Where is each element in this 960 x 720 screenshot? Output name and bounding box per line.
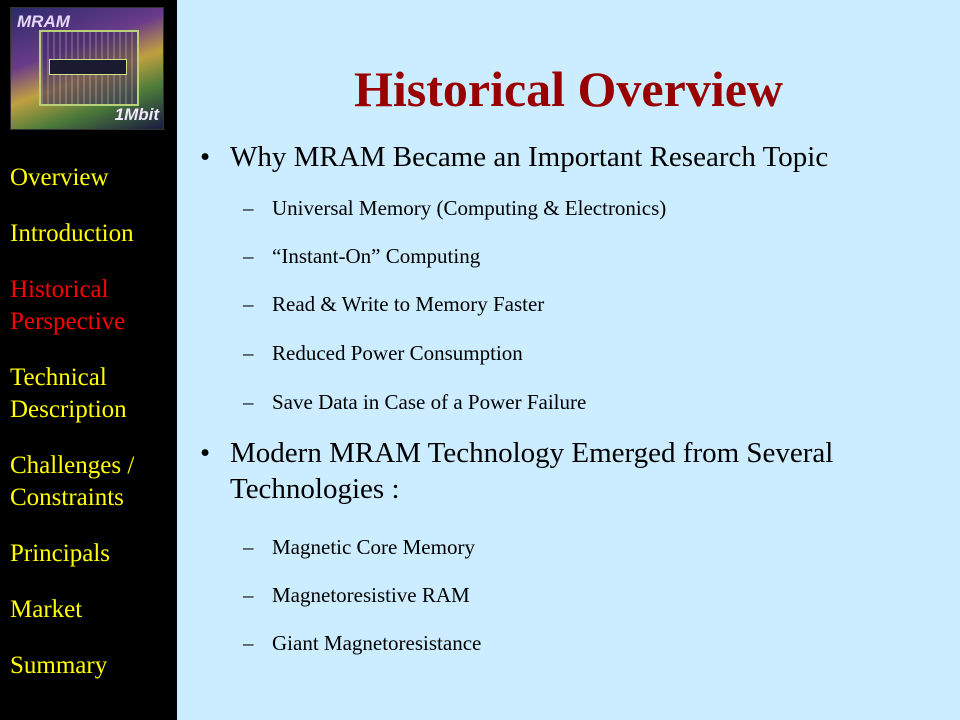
sub-bullet-text: Save Data in Case of a Power Failure xyxy=(272,390,587,414)
sub-bullet-text: Giant Magnetoresistance xyxy=(272,631,482,655)
bullet-text: Modern MRAM Technology Emerged from Several Technologies : xyxy=(230,437,834,505)
dash-icon: – xyxy=(243,390,254,414)
sub-bullet-text: Magnetoresistive RAM xyxy=(272,583,470,607)
sidebar-item-market[interactable]: Market xyxy=(10,596,83,623)
sub-bullet-text: Reduced Power Consumption xyxy=(272,341,523,365)
sub-bullet-text: Read & Write to Memory Faster xyxy=(272,292,545,316)
mram-chip-logo xyxy=(10,7,164,130)
sidebar-item-principals[interactable]: Principals xyxy=(10,540,110,567)
sidebar-nav xyxy=(10,162,175,706)
dash-icon: – xyxy=(243,583,254,607)
dash-icon: – xyxy=(243,196,254,220)
sidebar-item-summary[interactable]: Summary xyxy=(10,652,108,679)
bullet-dot-icon: • xyxy=(200,141,211,173)
bullet-dot-icon: • xyxy=(200,437,211,469)
sub-bullet-text: Universal Memory (Computing & Electronics) xyxy=(272,196,667,220)
sidebar-item-challenges-constraints[interactable]: Challenges / Constraints xyxy=(10,452,135,511)
dash-icon: – xyxy=(243,535,254,559)
dash-icon: – xyxy=(243,341,254,365)
chip-bar-graphic xyxy=(49,59,127,75)
dash-icon: – xyxy=(243,244,254,268)
sidebar-item-overview[interactable]: Overview xyxy=(10,164,109,191)
bullet-text: Why MRAM Became an Important Research Topic xyxy=(230,141,829,173)
slide-title: Historical Overview xyxy=(353,61,784,117)
logo-label-bottom: 1Mbit xyxy=(114,105,159,124)
slide-content xyxy=(177,0,960,720)
sidebar-item-historical-perspective[interactable]: Historical Perspective xyxy=(10,276,126,335)
sidebar xyxy=(0,0,177,720)
sidebar-item-introduction[interactable]: Introduction xyxy=(10,220,134,247)
dash-icon: – xyxy=(243,631,254,655)
dash-icon: – xyxy=(243,292,254,316)
logo-label-top: MRAM xyxy=(17,12,70,31)
sidebar-item-technical-description[interactable]: Technical Description xyxy=(10,364,127,423)
sub-bullet-text: Magnetic Core Memory xyxy=(272,535,475,559)
sub-bullet-text: “Instant-On” Computing xyxy=(272,244,481,268)
